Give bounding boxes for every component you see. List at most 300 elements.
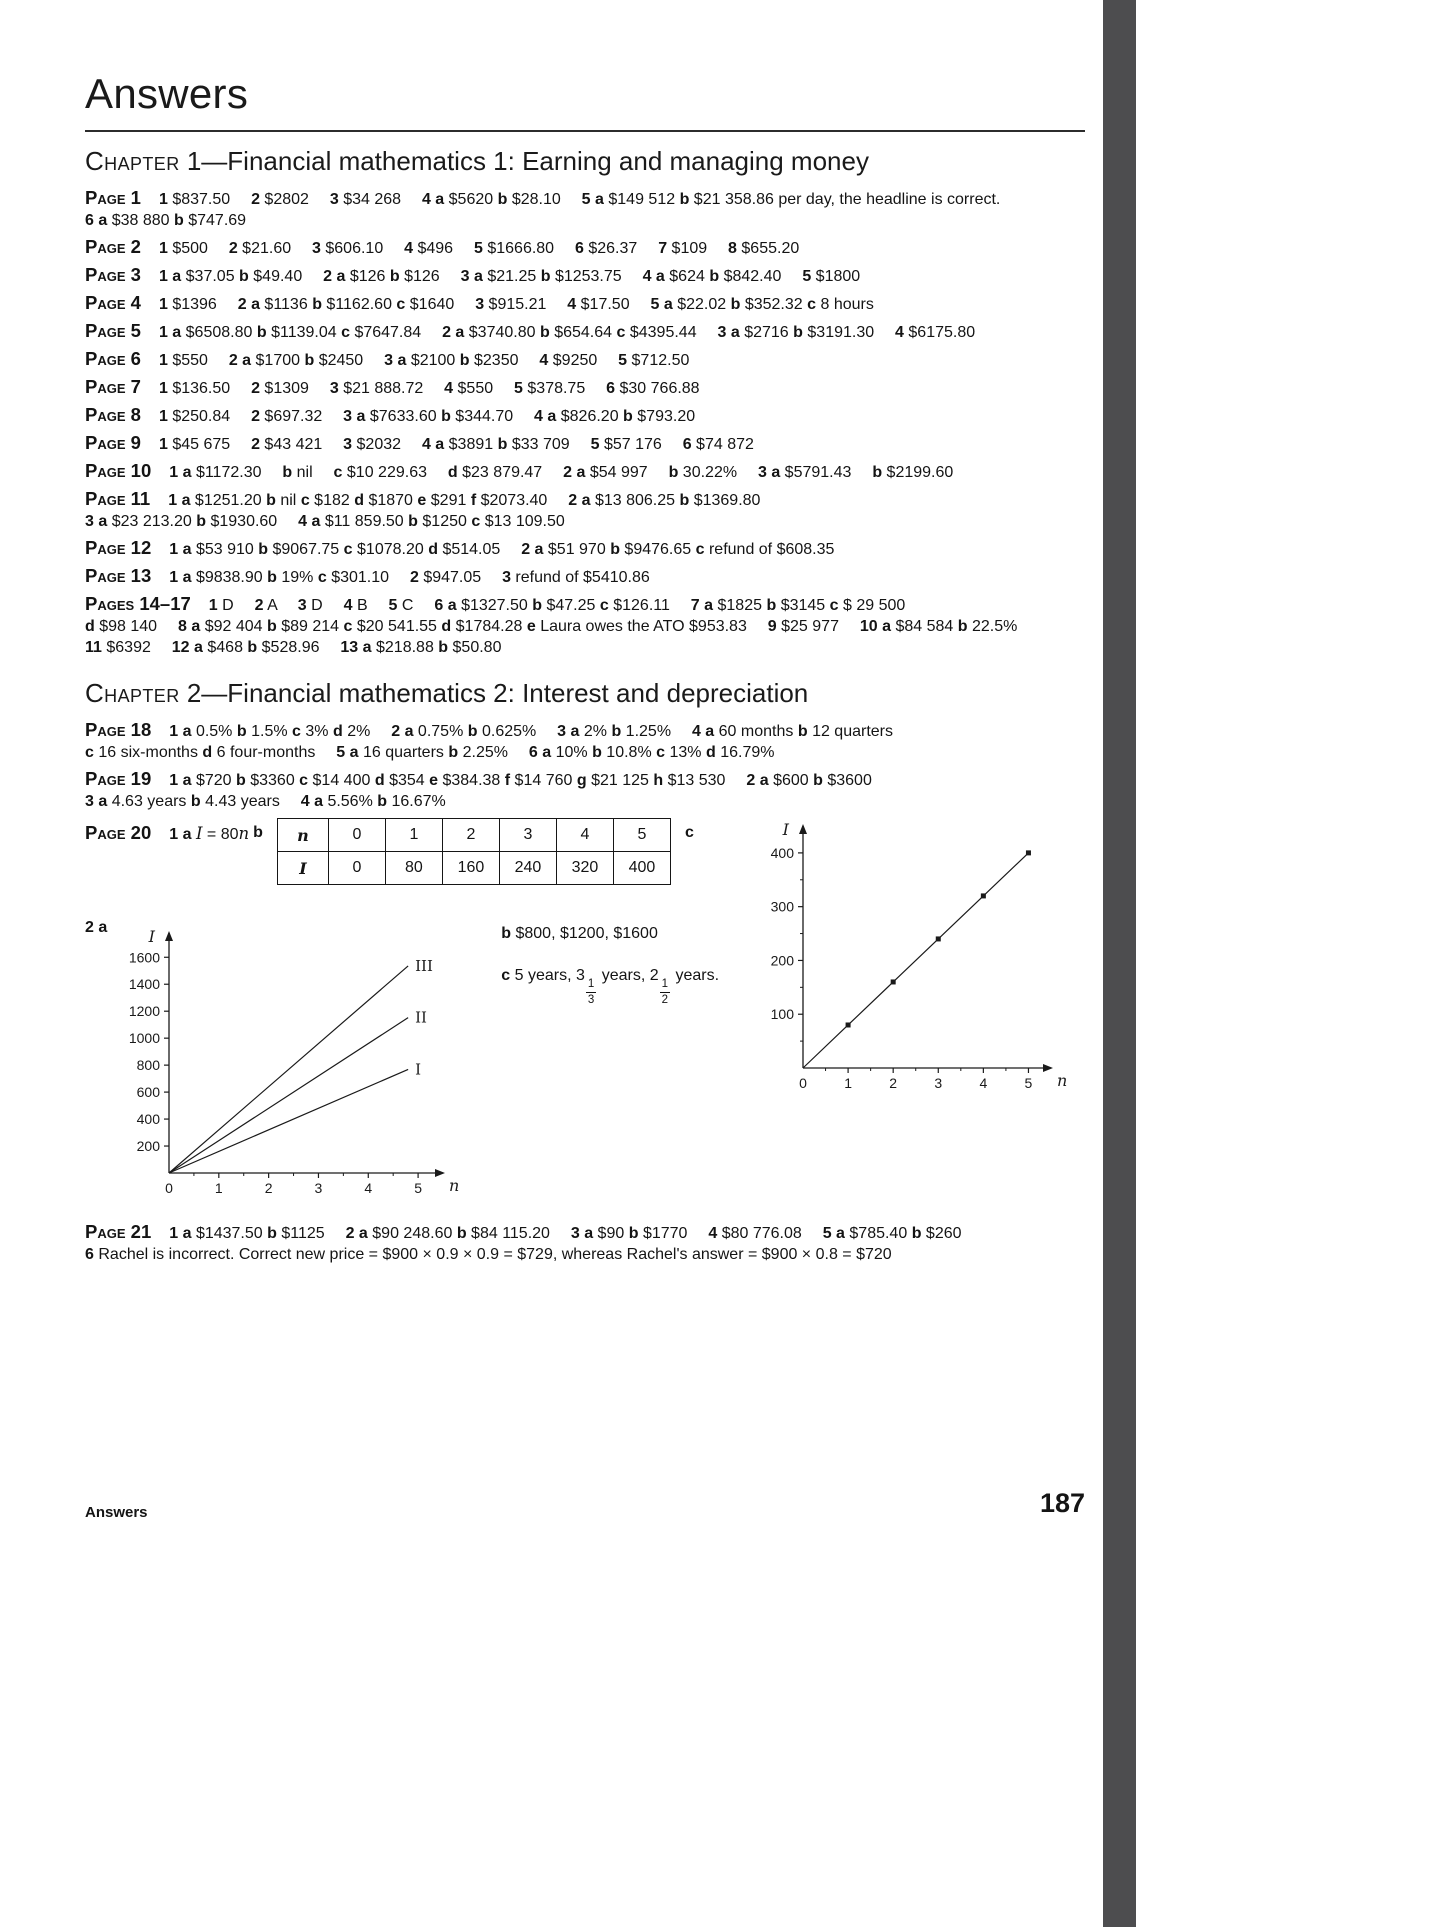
answer-line (85, 1244, 1085, 1265)
table-row-header: I (277, 852, 328, 885)
question-part-label: b (266, 618, 277, 635)
svg-text:I: I (782, 820, 789, 839)
answer-text: Rachel is incorrect. Correct new price = $900 × 0.9 × 0.9 = $729, whereas Rachel's answer = $900 × 0.8 = $720 (98, 1246, 892, 1263)
svg-text:100: 100 (770, 1006, 794, 1023)
chapter-title-text: 1—Financial mathematics 1: Earning and managing money (186, 146, 869, 176)
answer-text: $50.80 (452, 639, 502, 656)
answer-text: $654.64 (554, 324, 613, 341)
answer-text: $22.02 (677, 296, 727, 313)
chapter-2-entries (85, 719, 1085, 812)
question-part-label: 4 a (642, 268, 665, 285)
question-part-label: 4 a (300, 793, 323, 810)
svg-text:n: n (449, 1176, 460, 1195)
q2-part-c (501, 963, 719, 1006)
answer-text: $7647.84 (354, 324, 422, 341)
answer-text: $13 806.25 (594, 492, 676, 509)
question-part-label: 12 a (171, 639, 203, 656)
answer-text: $528.96 (261, 639, 320, 656)
question-part-label: 2 a (345, 1225, 368, 1242)
question-part-label: 3 a (343, 408, 366, 425)
page-label: Page 10 (85, 460, 152, 481)
answer-text: $1870 (368, 492, 413, 509)
interest-line-chart (753, 814, 1083, 1106)
question-part-label: 1 a (169, 772, 192, 789)
answer-text: $126.11 (613, 597, 670, 614)
answer-entry (85, 1221, 1085, 1265)
answer-text: $915.21 (488, 296, 547, 313)
answer-text: $1666.80 (487, 240, 555, 257)
answer-line (85, 511, 1085, 532)
svg-text:800: 800 (136, 1057, 161, 1074)
answer-text: $21.25 (487, 268, 537, 285)
answer-text: D (311, 597, 323, 614)
answer-text: $43 421 (264, 436, 323, 453)
page-label: Page 8 (85, 404, 141, 425)
answer-text: 1.5% (251, 723, 288, 740)
chapter-1-entries (85, 187, 1085, 658)
svg-text:300: 300 (770, 898, 794, 915)
answer-text: $2802 (264, 191, 309, 208)
question-part-label: 3 a (384, 352, 407, 369)
question-part-label: 11 (85, 639, 102, 656)
question-part-label: d (441, 618, 452, 635)
answer-text: $28.10 (511, 191, 561, 208)
question-part-label: b (235, 772, 246, 789)
answer-text: C (401, 597, 414, 614)
answer-text: $5620 (448, 191, 494, 208)
question-part-label: e (526, 618, 536, 635)
question-part-label: b (611, 723, 622, 740)
question-part-label: c (343, 618, 353, 635)
page-label: Page 13 (85, 565, 152, 586)
question-part-label: 2 (251, 191, 260, 208)
svg-text:2: 2 (264, 1180, 273, 1196)
answer-text: $260 (925, 1225, 962, 1242)
answer-text: $344.70 (455, 408, 514, 425)
table-cell: 2 (442, 819, 499, 852)
answer-entry (85, 719, 1085, 763)
question-part-label: b (872, 464, 883, 481)
answer-text: $33 709 (511, 436, 570, 453)
table-cell: 0 (328, 852, 385, 885)
answer-text: $14 400 (312, 772, 371, 789)
question-part-label: b (730, 296, 741, 313)
answer-text: $80 776.08 (721, 1225, 802, 1242)
question-part-label: 7 a (690, 597, 714, 614)
question-part-label: d (202, 744, 213, 761)
question-part-label: 2 a (746, 772, 769, 789)
answer-text: $1253.75 (554, 268, 622, 285)
table-cell: 3 (499, 819, 556, 852)
answer-text: B (356, 597, 368, 614)
answer-text: 0.75% (417, 723, 464, 740)
question-part-label: 4 (708, 1225, 718, 1242)
answer-text: 12 quarters (812, 723, 893, 740)
question-part-label: c (656, 744, 666, 761)
answer-text: A (267, 597, 277, 614)
answer-text: $1800 (815, 268, 861, 285)
answer-text: $2350 (474, 352, 519, 369)
answer-line (85, 210, 1085, 231)
answer-text: $3360 (250, 772, 295, 789)
question-part-label: 2 a (563, 464, 586, 481)
page-label: Page 12 (85, 537, 152, 558)
question-part-label: f (504, 772, 511, 789)
math-variable: I (195, 824, 203, 843)
answer-text: $1825 (717, 597, 762, 614)
answer-text: nil (280, 492, 297, 509)
answer-line (85, 348, 1085, 371)
q1-formula (169, 818, 249, 844)
answer-text: $378.75 (527, 380, 586, 397)
svg-text:0: 0 (165, 1180, 174, 1196)
answer-text: $21.60 (242, 240, 292, 257)
table-row (277, 852, 670, 885)
answer-text: $1309 (264, 380, 309, 397)
question-part-label: b (540, 268, 551, 285)
question-part-label: b (389, 268, 400, 285)
table-cell: 5 (613, 819, 670, 852)
answer-text: $301.10 (331, 569, 390, 586)
answer-text: Laura owes the ATO $953.83 (540, 618, 747, 635)
answer-text: $13 109.50 (484, 513, 565, 530)
question-part-label: b (258, 541, 269, 558)
svg-text:1: 1 (844, 1075, 852, 1091)
answer-text: $6392 (106, 639, 151, 656)
question-part-label: h (653, 772, 664, 789)
question-part-label: 6 (85, 1246, 94, 1263)
answer-text: $1078.20 (357, 541, 424, 558)
answer-text: $624 (669, 268, 705, 285)
question-part-label: b (377, 793, 388, 810)
answer-text: 2% (347, 723, 371, 740)
question-part-label: 5 a (336, 744, 359, 761)
question-part-label: b (312, 296, 322, 313)
answer-text: $109 (671, 240, 708, 257)
question-part-label: 1 a (169, 723, 192, 740)
question-part-label: 3 (312, 240, 321, 257)
question-part-label: c (471, 513, 481, 530)
answer-text: $10 229.63 (346, 464, 427, 481)
fraction-numerator: 1 (660, 979, 670, 993)
answer-text: $550 (457, 380, 494, 397)
answer-text: D (222, 597, 234, 614)
table-cell: 400 (613, 852, 670, 885)
answer-text: $20 541.55 (356, 618, 437, 635)
answer-text: $1396 (172, 296, 217, 313)
question-part-label: 4 (895, 324, 904, 341)
chapter-2-entries-after (85, 1221, 1085, 1265)
answer-text: $26.37 (588, 240, 638, 257)
answer-text: 19% (281, 569, 314, 586)
answer-text: $1250 (422, 513, 467, 530)
question-part-label: 4 a (691, 723, 715, 740)
question-part-label: 2 a (85, 919, 108, 936)
question-part-label: b (256, 324, 267, 341)
question-part-label: b (539, 324, 550, 341)
question-part-label: 4 (404, 240, 414, 257)
question-part-label: c (829, 597, 839, 614)
answer-text: $23 879.47 (462, 464, 543, 481)
answer-text: $1172.30 (195, 464, 262, 481)
question-part-label: 3 (502, 569, 511, 586)
answer-text: $837.50 (172, 191, 231, 208)
question-part-label: b (236, 723, 247, 740)
question-part-label: b (709, 268, 720, 285)
answer-text: $2716 (744, 324, 789, 341)
answer-text: $3191.30 (807, 324, 875, 341)
question-part-label: b (532, 597, 543, 614)
question-part-label: b (610, 541, 620, 558)
question-part-label: b (957, 618, 968, 635)
question-part-label: 1 a (169, 1225, 192, 1242)
question-part-label: d (447, 464, 458, 481)
question-part-label: c (343, 541, 353, 558)
answer-text: $3600 (827, 772, 872, 789)
page-20-block (85, 818, 1085, 1209)
fraction-denominator: 2 (661, 993, 669, 1006)
answer-text: $785.40 (849, 1225, 908, 1242)
table-row (277, 819, 670, 852)
answer-text: $468 (207, 639, 243, 656)
answer-text: $30 766.88 (619, 380, 700, 397)
question-part-label: 4 a (534, 408, 557, 425)
answer-text: $149 512 (608, 191, 676, 208)
question-part-label: 8 a (177, 618, 201, 635)
question-part-label: 3 (329, 380, 339, 397)
chapter-word: Chapter (85, 678, 180, 708)
answer-text: $1700 (255, 352, 301, 369)
answer-text: $54 997 (589, 464, 648, 481)
question-part-label: 2 a (521, 541, 544, 558)
answer-text: $514.05 (442, 541, 501, 558)
question-part-label: d (705, 744, 716, 761)
answer-line (85, 565, 1085, 588)
question-part-label: 2 (251, 408, 260, 425)
table-cell: 240 (499, 852, 556, 885)
answer-text: $600 (773, 772, 809, 789)
question-part-label: b (497, 191, 508, 208)
question-part-label: 3 a (717, 324, 740, 341)
answer-text: $1930.60 (210, 513, 278, 530)
question-part-label: b (628, 1225, 639, 1242)
svg-text:600: 600 (136, 1084, 161, 1101)
answer-text: $1136 (264, 296, 308, 313)
question-part-label: c (299, 772, 309, 789)
question-part-label: 1 (158, 191, 168, 208)
answer-line (85, 292, 1085, 315)
answer-text: $384.38 (442, 772, 501, 789)
answer-text: 16 quarters (362, 744, 444, 761)
svg-text:400: 400 (770, 844, 794, 861)
answer-text: $25 977 (781, 618, 839, 635)
answer-text: $17.50 (580, 296, 630, 313)
question-part-label: 3 a (757, 464, 781, 481)
answer-text: $291 (430, 492, 467, 509)
question-part-label: 1 a (168, 492, 191, 509)
question-part-label: c (807, 296, 817, 313)
page-label: Page 2 (85, 236, 141, 257)
answer-text: $89 214 (281, 618, 340, 635)
answer-text: $47.25 (546, 597, 596, 614)
page-label: Page 11 (85, 488, 151, 509)
answer-text: $21 125 (591, 772, 649, 789)
answer-text: $14 760 (514, 772, 573, 789)
question-part-label: e (429, 772, 439, 789)
fraction (660, 979, 670, 1006)
question-part-label: b (174, 212, 184, 229)
question-part-label: b (679, 191, 690, 208)
answer-text: 16.79% (720, 744, 775, 761)
chapter-1-section (85, 146, 1085, 658)
answer-text: $182 (314, 492, 350, 509)
answer-text: $57 176 (603, 436, 662, 453)
page-title: Answers (85, 70, 249, 117)
answer-text: $842.40 (723, 268, 782, 285)
table-cell: 160 (442, 852, 499, 885)
question-part-label: 2 a (442, 324, 465, 341)
question-part-label: b (766, 597, 777, 614)
question-part-label: c (85, 744, 94, 761)
question-part-label: 1 a (158, 324, 182, 341)
question-part-label: b (304, 352, 315, 369)
answer-text: 1.25% (625, 723, 672, 740)
svg-text:200: 200 (770, 952, 794, 969)
answer-text: 13% (669, 744, 702, 761)
svg-text:1000: 1000 (129, 1030, 161, 1047)
answer-text: years, 2 (597, 967, 659, 984)
svg-text:II: II (415, 1008, 428, 1027)
question-part-label: 7 (658, 240, 668, 257)
math-variable: n (238, 824, 250, 843)
answer-text: $53 910 (195, 541, 254, 558)
question-part-label: b (196, 513, 207, 530)
svg-text:I: I (148, 927, 156, 946)
question-part-label: 1 (158, 240, 168, 257)
answer-text: $37.05 (185, 268, 235, 285)
answer-entry (85, 187, 1085, 231)
answer-text: $ 29 500 (843, 597, 906, 614)
answer-line (85, 432, 1085, 455)
question-part-label: 2 (254, 597, 264, 614)
question-part-label: d (332, 723, 343, 740)
table-cell: 4 (556, 819, 613, 852)
question-part-label: c (616, 324, 626, 341)
answer-line (85, 537, 1085, 560)
question-part-label: b (623, 408, 633, 425)
svg-text:3: 3 (314, 1180, 323, 1196)
answer-line (85, 404, 1085, 427)
question-part-label: d (85, 618, 95, 635)
question-part-label: 2 a (237, 296, 260, 313)
answer-text: nil (296, 464, 313, 481)
question-part-label: 1 (158, 352, 168, 369)
answer-text: $9476.65 (624, 541, 692, 558)
svg-text:3: 3 (934, 1075, 943, 1091)
svg-text:5: 5 (1024, 1075, 1033, 1091)
fraction-numerator: 1 (586, 979, 596, 993)
answer-text: $655.20 (741, 240, 800, 257)
answer-text: $9250 (552, 352, 598, 369)
q2-answers-column (501, 919, 719, 1022)
three-investments-chart (111, 919, 483, 1209)
question-part-label: c (501, 967, 511, 984)
question-part-label: d (374, 772, 385, 789)
page-label: Page 6 (85, 348, 141, 369)
part-b-label: b (253, 824, 263, 841)
q2-part-b (501, 921, 719, 947)
question-part-label: 5 a (650, 296, 673, 313)
answer-text: $4395.44 (629, 324, 697, 341)
question-part-label: 6 a (85, 212, 108, 229)
question-part-label: b (408, 513, 418, 530)
question-part-label: b (911, 1225, 922, 1242)
answer-text: $11 859.50 (324, 513, 404, 530)
question-part-label: 4 a (298, 513, 321, 530)
question-part-label: b (679, 492, 690, 509)
question-part-label: 13 a (340, 639, 372, 656)
question-part-label: 1 a (158, 268, 182, 285)
answer-entry (85, 432, 1085, 455)
answer-text: $45 675 (172, 436, 231, 453)
question-part-label: b (239, 268, 249, 285)
answer-text: 16.67% (391, 793, 446, 810)
question-part-label: 3 a (570, 1225, 594, 1242)
svg-text:0: 0 (799, 1075, 807, 1091)
question-part-label: 3 a (460, 268, 483, 285)
answer-entry (85, 768, 1085, 812)
answer-text: $9838.90 (195, 569, 263, 586)
title-rule (85, 130, 1085, 132)
answer-text: $6508.80 (185, 324, 253, 341)
answer-text: $500 (172, 240, 208, 257)
question-part-label: b (459, 352, 470, 369)
answer-text: $1784.28 (455, 618, 523, 635)
question-part-label: 2 a (568, 492, 591, 509)
answer-text: $84 584 (895, 618, 954, 635)
answer-text: $712.50 (631, 352, 690, 369)
chapter-2-heading (85, 678, 1085, 709)
question-part-label: b (467, 723, 478, 740)
question-part-label: f (470, 492, 477, 509)
answer-text: $826.20 (560, 408, 619, 425)
question-part-label: b (438, 639, 449, 656)
question-part-label: 9 (767, 618, 777, 635)
question-part-label: 5 (388, 597, 398, 614)
question-part-label: b (441, 408, 451, 425)
answer-text: $6175.80 (908, 324, 976, 341)
fraction (586, 979, 596, 1006)
question-part-label: 4 a (421, 191, 445, 208)
question-part-label: d (428, 541, 438, 558)
answer-text: $1327.50 (461, 597, 528, 614)
answer-entry (85, 320, 1085, 343)
question-part-label: 1 a (169, 826, 192, 843)
answer-text: 0.5% (195, 723, 233, 740)
question-part-label: 5 (618, 352, 628, 369)
question-part-label: b (456, 1225, 467, 1242)
svg-text:III: III (415, 956, 434, 975)
answer-text: 2% (583, 723, 607, 740)
question-part-label: 2 (228, 240, 238, 257)
answer-text: $21 358.86 per day, the headline is correct. (693, 191, 1001, 208)
page-label: Page 3 (85, 264, 141, 285)
answer-text: $1437.50 (195, 1225, 263, 1242)
question-part-label: 2 a (228, 352, 252, 369)
interest-table (277, 818, 671, 885)
fraction-denominator: 3 (587, 993, 595, 1006)
answer-entry (85, 488, 1085, 532)
